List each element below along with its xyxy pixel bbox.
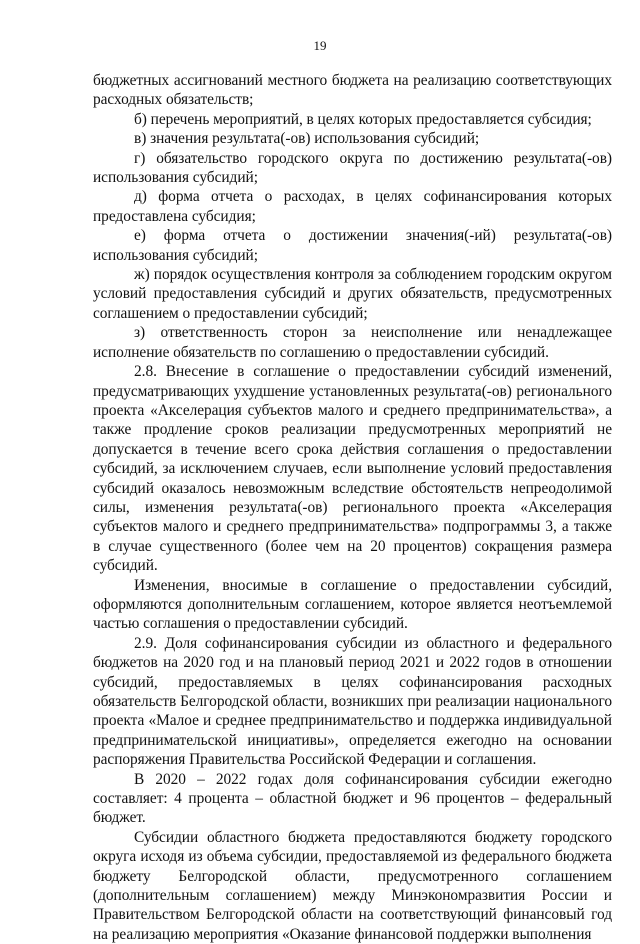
document-body: [93, 71, 612, 944]
list-item-d: д) форма отчета о расходах, в целях софинансирования которых предоставлена субсидия;: [93, 188, 612, 225]
list-item-v: в) значения результата(-ов) использования субсидий;: [134, 130, 480, 148]
section-2-8: 2.8. Внесение в соглашение о предоставлении субсидий изменений, предусматривающих ухудшение установленных результата(-ов) регионального проекта «Акселерация субъектов малого и среднего предпринимательства», а также продление сроков реализации предусмотренных мероприятий не допускается в течение всего срока действия соглашения о предоставлении субсидий, за исключением случаев, если выполнение условий предоставления субсидий оказалось невозможным вследствие обстоятельств непреодолимой силы, изменения результата(-ов) регионального проекта «Акселерация субъектов малого и среднего предпринимательства» подпрограммы 3, а также в случае существенного (более чем на 20 процентов) сокращения размера субсидий.: [93, 363, 612, 575]
list-item-g: г) обязательство городского округа по достижению результата(-ов) использования субсидий;: [93, 149, 612, 187]
paragraph-cofinancing-share: В 2020 – 2022 годах доля софинансирования субсидии ежегодно составляет: 4 процента – областной бюджет и 96 процентов – федеральный бюджет.: [93, 770, 612, 827]
list-item-z: з) ответственность сторон за неисполнение или ненадлежащее исполнение обязательств по соглашению о предоставлении субсидий.: [93, 324, 612, 361]
paragraph-continuation: бюджетных ассигнований местного бюджета на реализацию соответствующих расходных обязательств;: [93, 72, 612, 109]
list-item-e: е) форма отчета о достижении значения(-ий) результата(-ов) использования субсидий;: [93, 227, 612, 264]
paragraph-amendments: Изменения, вносимые в соглашение о предоставлении субсидий, оформляются дополнительным соглашением, которое является неотъемлемой частью соглашения о предоставлении субсидий.: [93, 576, 612, 633]
list-item-b: б) перечень мероприятий, в целях которых предоставляется субсидия;: [134, 110, 592, 128]
page-number: 19: [313, 38, 327, 53]
list-item-zh: ж) порядок осуществления контроля за соблюдением городским округом условий предоставления субсидий и других обязательств, предусмотренных соглашением о предоставлении субсидий;: [93, 266, 612, 322]
paragraph-subsidies-provision: Субсидии областного бюджета предоставляются бюджету городского округа исходя из объема субсидии, предоставляемой из федерального бюджета бюджету Белгородской области, предусмотренного соглашением (дополнительным соглашением) между Минэкономразвития России и Правительством Белгородской области на соответствующий финансовый год на реализацию мероприятия «Оказание финансовой поддержки выполнения: [93, 828, 612, 943]
section-2-9: 2.9. Доля софинансирования субсидии из областного и федерального бюджетов на 2020 год и на плановый период 2021 и 2022 годов в отношении субсидий, предоставляемых в целях софинансирования расходных обязательств Белгородской области, возникших при реализации национального проекта «Малое и среднее предпринимательство и поддержка индивидуальной предпринимательской инициативы», определяется ежегодно на основании распоряжения Правительства Российской Федерации и соглашения.: [93, 634, 612, 769]
